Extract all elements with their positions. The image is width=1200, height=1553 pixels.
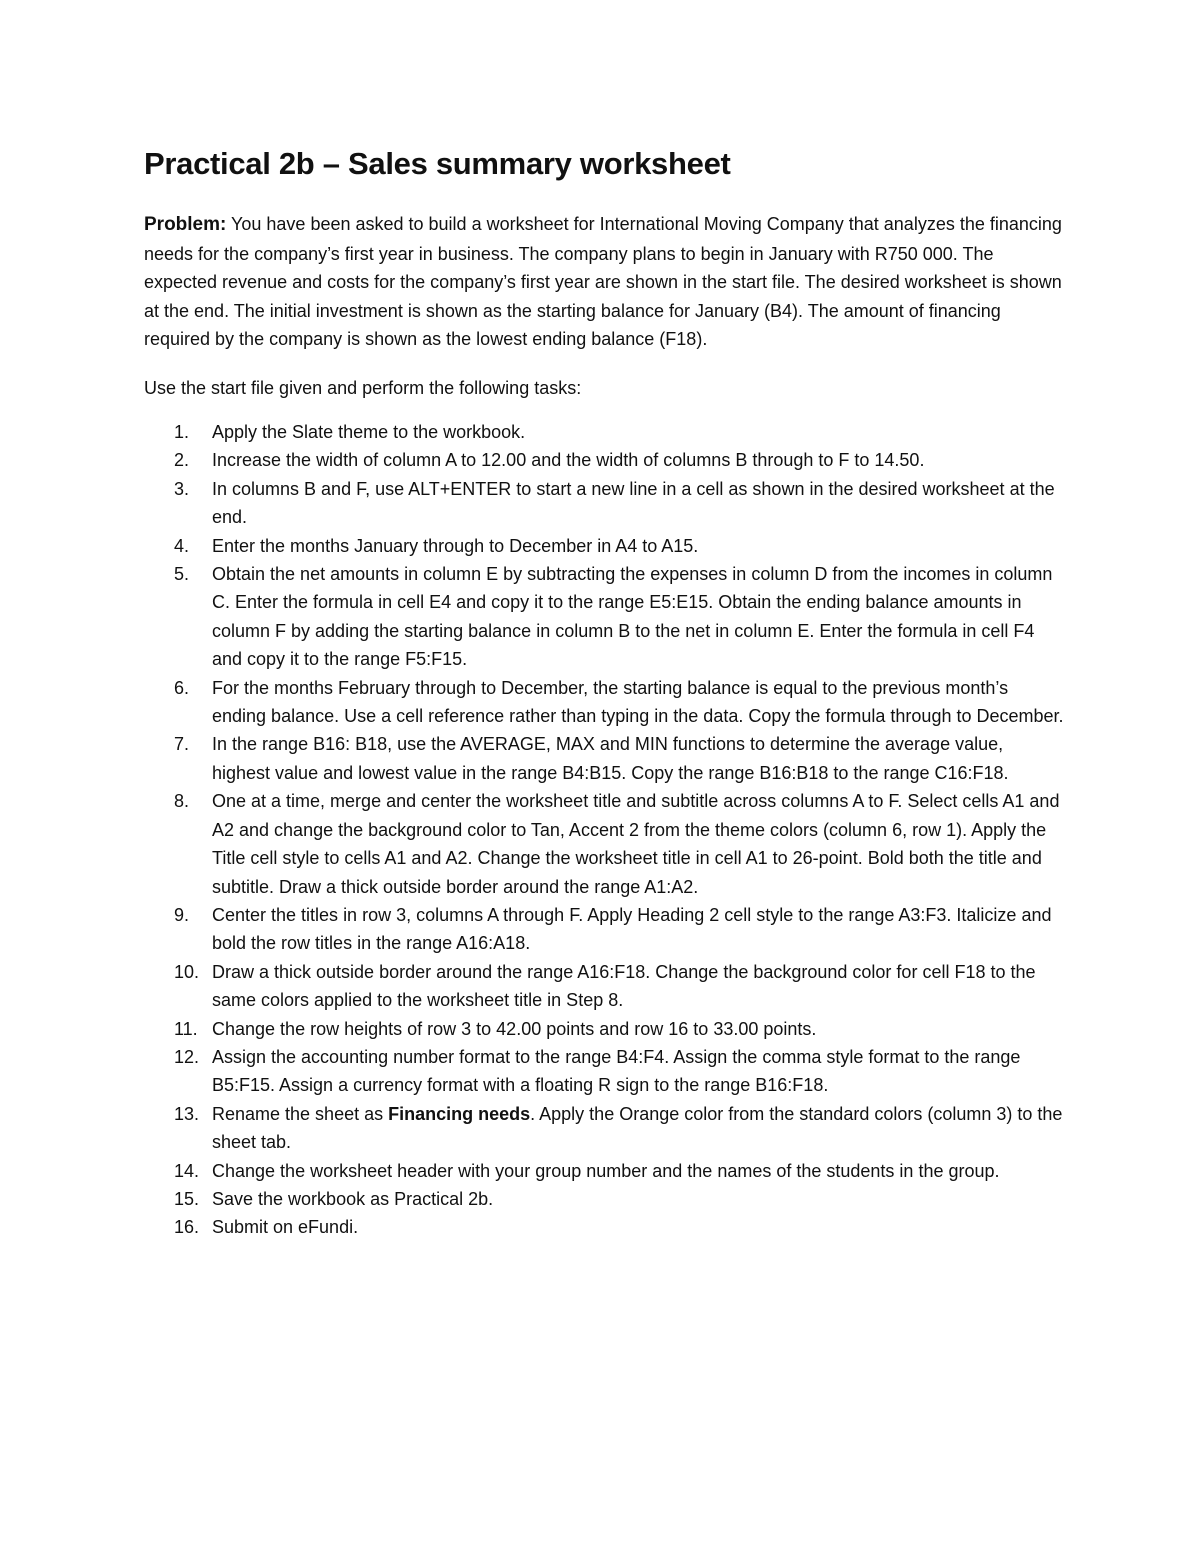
document-page — [144, 140, 1064, 1242]
list-item-text-before: Rename the sheet as — [212, 1103, 389, 1124]
list-number: 4. — [174, 535, 190, 556]
list-item-text: Change the worksheet header with your group number and the names of the students in the group. — [212, 1160, 1000, 1181]
sheet-name-emphasis: Financing needs — [388, 1103, 531, 1124]
problem-label: Problem: — [144, 214, 227, 235]
list-number: 7. — [174, 734, 190, 755]
list-item — [144, 1157, 1064, 1185]
list-number: 10. — [174, 961, 200, 982]
list-item-text: In the range B16: B18, use the AVERAGE, MAX and MIN functions to determine the average value, highest value and lowest value in the range B4:B15. Copy the range B16:B18 to the range C16:F18. — [212, 734, 1009, 783]
list-item — [144, 475, 1064, 532]
list-number: 16. — [174, 1217, 200, 1238]
list-item — [144, 1213, 1064, 1241]
list-number: 9. — [174, 904, 190, 925]
list-item — [144, 958, 1064, 1015]
list-item — [144, 446, 1064, 474]
list-item-text: Apply the Slate theme to the workbook. — [212, 422, 526, 442]
tasks-intro: Use the start file given and perform the following tasks: — [144, 377, 582, 398]
task-list — [144, 418, 1064, 1242]
list-item-text: Increase the width of column A to 12.00 and the width of columns B through to F to 14.50. — [212, 450, 925, 471]
list-item-text: In columns B and F, use ALT+ENTER to start a new line in a cell as shown in the desired worksheet at the end. — [212, 478, 1055, 528]
list-item-text: Draw a thick outside border around the range A16:F18. Change the background color for cell F18 to the same colors applied to the worksheet title in Step 8. — [212, 961, 1036, 1011]
list-number: 11. — [174, 1018, 198, 1039]
list-item-text: For the months February through to December, the starting balance is equal to the previous month’s ending balance. Use a cell reference rather than typing in the data. Copy the formula through to December. — [212, 677, 1064, 727]
list-item-text: Enter the months January through to December in A4 to A15. — [212, 535, 699, 556]
list-number: 14. — [174, 1160, 200, 1181]
list-item-text-after: . Apply the Orange color from the standard colors (column 3) to the sheet tab. — [212, 1103, 1063, 1153]
list-number: 5. — [174, 564, 190, 585]
list-item-text: Obtain the net amounts in column E by subtracting the expenses in column D from the incomes in column C. Enter the formula in cell E4 and copy it to the range E5:E15. Obtain the ending balance amounts in column F by adding the starting balance in column B to the net in column E. Enter the formula in cell F4 and copy it to the range F5:F15. — [212, 564, 1053, 670]
list-number: 8. — [174, 791, 190, 812]
page-title: Practical 2b – Sales summary worksheet — [144, 146, 731, 181]
list-number: 1. — [174, 422, 190, 442]
list-item — [144, 1100, 1064, 1157]
list-item — [144, 787, 1064, 901]
problem-text: You have been asked to build a worksheet for International Moving Company that analyzes the financing needs for the company’s first year in business. The company plans to begin in January with R750 000. The expected revenue and costs for the company’s first year are shown in the start file. The desired worksheet is shown at the end. The initial investment is shown as the starting balance for January (B4). The amount of financing required by the company is shown as the lowest ending balance (F18). — [144, 214, 1062, 349]
list-number: 12. — [174, 1046, 200, 1067]
list-item-text: One at a time, merge and center the worksheet title and subtitle across columns A to F. Select cells A1 and A2 and change the background color to Tan, Accent 2 from the theme colors (column 6, row 1). Apply the Title cell style to cells A1 and A2. Change the worksheet title in cell A1 to 26-point. Bold both the title and subtitle. Draw a thick outside border around the range A1:A2. — [212, 791, 1060, 897]
list-item-text: Center the titles in row 3, columns A through F. Apply Heading 2 cell style to the range A3:F3. Italicize and bold the row titles in the range A16:A18. — [212, 904, 1052, 954]
list-number: 6. — [174, 677, 190, 698]
list-item — [144, 1043, 1064, 1100]
list-item-text: Submit on eFundi. — [212, 1217, 359, 1238]
list-item — [144, 1185, 1064, 1213]
list-item — [144, 674, 1064, 731]
list-number: 2. — [174, 450, 190, 471]
list-item — [144, 901, 1064, 958]
list-number: 13. — [174, 1103, 200, 1124]
list-number: 15. — [174, 1188, 200, 1209]
list-item-text: Assign the accounting number format to the range B4:F4. Assign the comma style format to the range B5:F15. Assign a currency format with a floating R sign to the range B16:F18. — [212, 1046, 1021, 1096]
list-number: 3. — [174, 478, 190, 499]
list-item — [144, 560, 1064, 674]
list-item — [144, 418, 1064, 446]
problem-paragraph — [144, 210, 1064, 354]
list-item — [144, 532, 1064, 560]
list-item — [144, 730, 1064, 787]
list-item — [144, 1015, 1064, 1043]
list-item-text: Save the workbook as Practical 2b. — [212, 1188, 494, 1209]
list-item-text: Change the row heights of row 3 to 42.00 points and row 16 to 33.00 points. — [212, 1018, 817, 1039]
